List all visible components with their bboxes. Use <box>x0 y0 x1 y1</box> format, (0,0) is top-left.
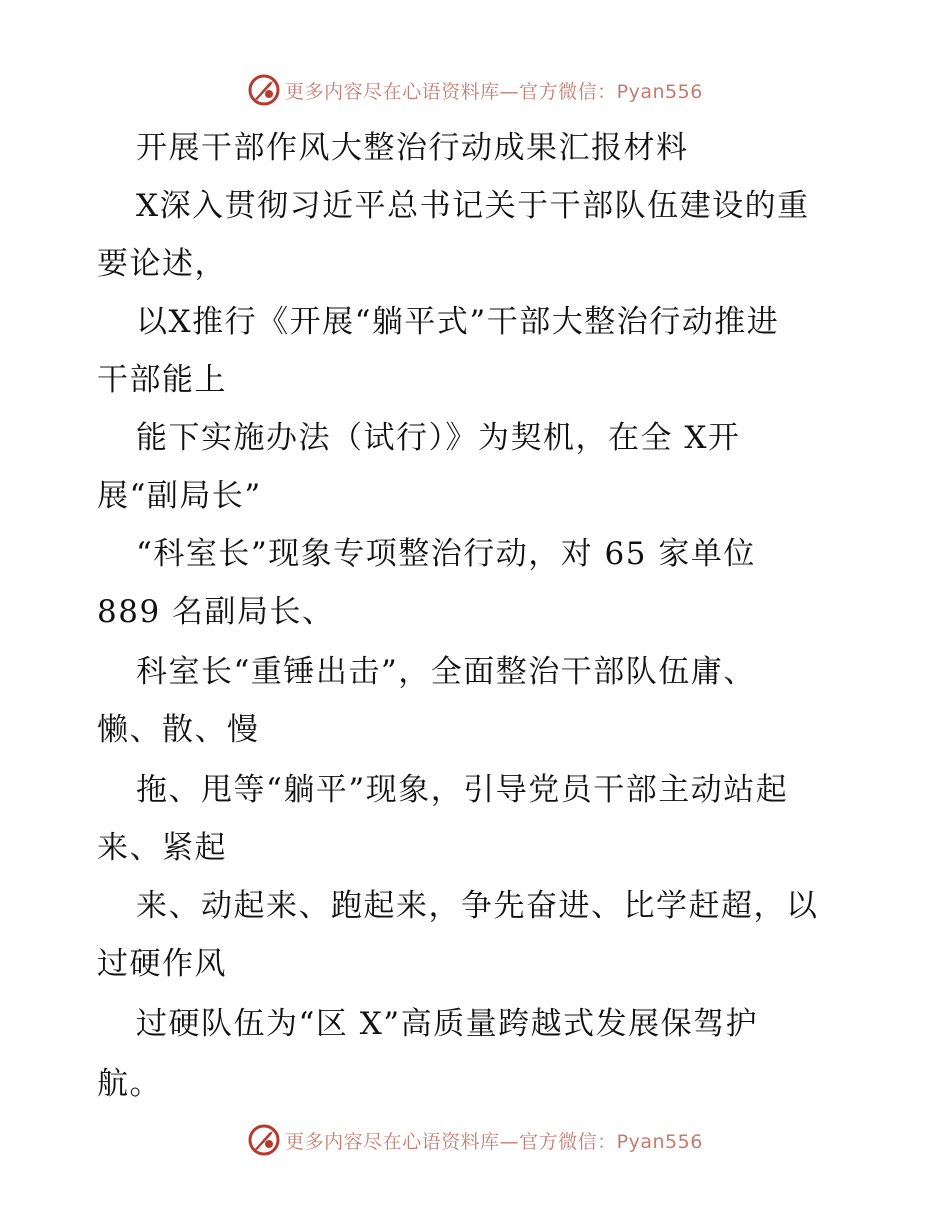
paragraph-line: 展“副局长” <box>97 478 262 514</box>
paragraph-line: 过硬队伍为“区 X”高质量跨越式发展保驾护 <box>136 1006 759 1042</box>
paragraph-line: X深入贯彻习近平总书记关于干部队伍建设的重 <box>136 188 810 224</box>
watermark-text: 更多内容尽在心语资料库—官方微信：Pyan556 <box>285 1130 703 1153</box>
paragraph-line: 过硬作风 <box>97 946 227 982</box>
watermark-text: 更多内容尽在心语资料库—官方微信：Pyan556 <box>285 80 703 103</box>
document-title: 开展干部作风大整治行动成果汇报材料 <box>136 130 689 166</box>
paragraph-line: 科室长“重锤出击”，全面整治干部队伍庸、 <box>136 654 756 690</box>
header-watermark <box>0 72 950 108</box>
quill-logo-icon <box>247 73 281 107</box>
paragraph-line: 来、动起来、跑起来，争先奋进、比学赶超，以 <box>136 888 819 924</box>
paragraph-line: 来、紧起 <box>97 830 227 866</box>
paragraph-line: 要论述， <box>97 246 227 282</box>
paragraph-line: 889 名副局长、 <box>97 594 335 630</box>
footer-watermark <box>0 1122 950 1158</box>
quill-logo-icon <box>247 1123 281 1157</box>
paragraph-line: 能下实施办法（试行）》为契机，在全 X开 <box>136 420 741 456</box>
paragraph-line: 航。 <box>97 1066 162 1102</box>
paragraph-line: 懒、散、慢 <box>97 712 260 748</box>
paragraph-line: “科室长”现象专项整治行动，对 65 家单位 <box>136 536 756 572</box>
paragraph-line: 以X推行《开展“躺平式”干部大整治行动推进 <box>136 304 780 340</box>
paragraph-line: 拖、甩等“躺平”现象，引导党员干部主动站起 <box>136 772 789 808</box>
paragraph-line: 干部能上 <box>97 362 227 398</box>
